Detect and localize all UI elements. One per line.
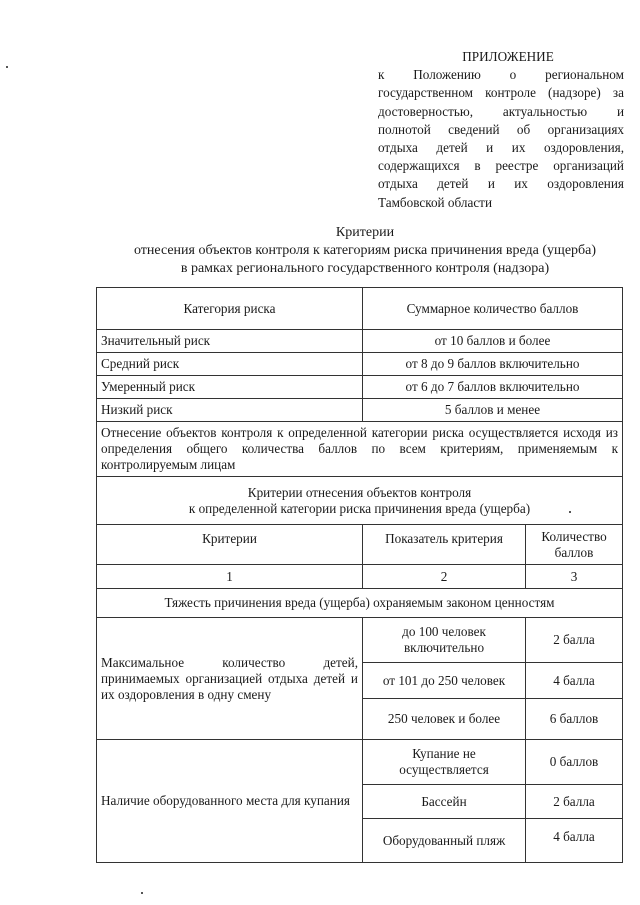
risk-points-header: Суммарное количество баллов [363,288,623,330]
risk-note: Отнесение объектов контроля к определенной категории риска осуществляется исходя из определения общего количества баллов по всем критериям, применяемым к контролируемым лицам [97,422,623,477]
indicator-cell: 250 человек и более [363,699,526,740]
section-heading: Тяжесть причинения вреда (ущерба) охраняемым законом ценностям [97,589,623,618]
note-row [97,422,623,477]
criteria-header-row [97,525,623,565]
criterion-row [97,618,623,663]
risk-points: от 10 баллов и более [363,330,623,353]
points-cell: 2 балла [526,618,623,663]
appendix-text: к Положению о региональном государственном контроле (надзоре) за достоверностью, актуальностью и полнотой сведений об организациях отдыха детей и их оздоровления, содержащихся в реестре организаций отдыха детей и их оздоровления Тамбовской области [378,67,624,210]
points-cell: 0 баллов [526,740,623,785]
column-numbers-row [97,565,623,589]
appendix-block [378,48,624,212]
indicator-header: Показатель критерия [363,525,526,565]
scan-speck [6,66,8,68]
risk-points: от 8 до 9 баллов включительно [363,353,623,376]
criterion-text: Максимальное количество детей, принимаемых организацией отдыха детей и их оздоровления в одну смену [97,618,363,740]
scan-speck [569,511,571,513]
criteria-table [96,287,623,863]
indicator-cell: Купание не осуществляется [363,740,526,785]
risk-category: Значительный риск [97,330,363,353]
indicator-cell: от 101 до 250 человек [363,663,526,699]
risk-category: Низкий риск [97,399,363,422]
indicator-cell: до 100 человек включительно [363,618,526,663]
points-cell: 4 балла [526,819,623,863]
points-cell: 4 балла [526,663,623,699]
criteria-title-row [97,477,623,525]
points-cell: 2 балла [526,785,623,819]
column-number: 3 [526,565,623,589]
risk-category: Средний риск [97,353,363,376]
criteria-title-line-2: к определенной категории риска причинения вреда (ущерба) [188,500,531,516]
column-number: 1 [97,565,363,589]
indicator-cell: Бассейн [363,785,526,819]
indicator-cell: Оборудованный пляж [363,819,526,863]
criterion-row [97,740,623,785]
risk-points: от 6 до 7 баллов включительно [363,376,623,399]
risk-header-row [97,288,623,330]
criterion-text: Наличие оборудованного места для купания [97,740,363,863]
points-header: Количество баллов [526,525,623,565]
criteria-header: Критерии [97,525,363,565]
title-line-2: отнесения объектов контроля к категориям риска причинения вреда (ущерба) [133,243,597,258]
risk-row [97,330,623,353]
document-title [60,224,640,278]
risk-points: 5 баллов и менее [363,399,623,422]
criteria-table-title [97,477,623,525]
section-row [97,589,623,618]
risk-row [97,376,623,399]
risk-row [97,353,623,376]
criteria-title-line-1: Критерии отнесения объектов контроля [247,484,472,500]
risk-row [97,399,623,422]
risk-category: Умеренный риск [97,376,363,399]
title-line-1: Критерии [335,225,395,240]
appendix-heading: ПРИЛОЖЕНИЕ [462,49,554,64]
points-cell: 6 баллов [526,699,623,740]
risk-category-header: Категория риска [97,288,363,330]
scan-speck [141,892,143,894]
title-line-3: в рамках регионального государственного контроля (надзора) [180,261,550,276]
column-number: 2 [363,565,526,589]
